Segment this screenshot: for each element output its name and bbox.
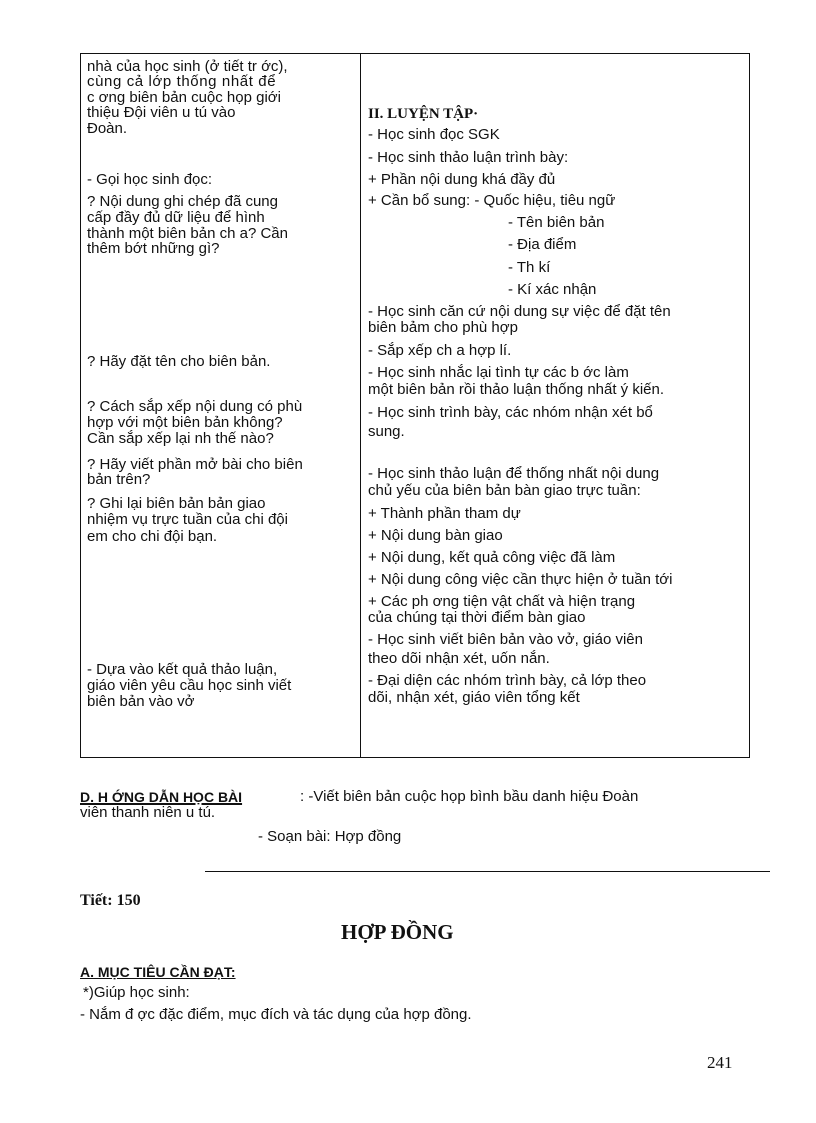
left-line: em cho chi đội bạn.	[87, 528, 218, 545]
right-line: chủ yếu của biên bản bàn giao trực tuần:	[368, 482, 641, 499]
lesson-intro: *)Giúp học sinh:	[83, 984, 190, 1001]
right-line: - Kí xác nhận	[508, 281, 597, 298]
right-line: dõi, nhận xét, giáo viên tổng kết	[368, 689, 580, 706]
right-line: + Cần bổ sung: - Quốc hiệu, tiêu ngữ	[368, 192, 616, 209]
practice-heading: II. LUYỆN TẬP·	[368, 106, 479, 122]
left-line: bản trên?	[87, 471, 151, 488]
left-line: - Gọi học sinh đọc:	[87, 171, 213, 188]
lesson-title: HỢP ĐỒNG	[341, 920, 454, 944]
right-line: + Thành phần tham dự	[368, 505, 521, 522]
right-line: biên bảm cho phù hợp	[368, 319, 518, 336]
right-line: + Phần nội dung khá đầy đủ	[368, 171, 556, 188]
separator-line	[205, 871, 770, 872]
right-line: - Sắp xếp ch a hợp lí.	[368, 342, 512, 359]
left-line: cấp đầy đủ dữ liệu để hình	[87, 209, 265, 226]
right-line: - Học sinh nhắc lại tình tự các b ớc làm	[368, 364, 629, 381]
right-line: một biên bản rồi thảo luận thống nhất ý kiến.	[368, 381, 665, 398]
section-d-text: : -Viết biên bản cuộc họp bình bầu danh hiệu Đoàn	[300, 788, 639, 805]
left-line: nhà của học sinh (ở tiết tr ớc),	[87, 58, 288, 75]
right-line: - Th kí	[508, 259, 551, 276]
left-line: nhiệm vụ trực tuần của chi đội	[87, 511, 288, 528]
section-d-label: D. H ỚNG DẪN HỌC BÀI	[80, 789, 243, 805]
left-line: - Dựa vào kết quả thảo luận,	[87, 661, 278, 678]
right-line: theo dõi nhận xét, uốn nắn.	[368, 650, 550, 667]
right-line: - Tên biên bản	[508, 214, 605, 231]
left-line: ? Ghi lại biên bản bản giao	[87, 495, 266, 512]
left-line: thêm bớt những gì?	[87, 240, 220, 257]
left-line: giáo viên yêu cầu học sinh viết	[87, 677, 292, 694]
right-line: + Các ph ơng tiện vật chất và hiện trạng	[368, 593, 636, 610]
page-number: 241	[707, 1053, 733, 1072]
section-d-text: - Soạn bài: Hợp đồng	[258, 828, 402, 845]
left-line: Đoàn.	[87, 120, 128, 137]
lesson-period: Tiết: 150	[80, 892, 141, 909]
right-line: sung.	[368, 423, 405, 440]
right-line: - Học sinh thảo luận trình bày:	[368, 149, 569, 166]
left-line: biên bản vào vở	[87, 693, 195, 710]
right-line: của chúng tại thời điểm bàn giao	[368, 609, 586, 626]
right-line: - Học sinh căn cứ nội dung sự việc để đặt tên	[368, 303, 671, 320]
right-line: - Học sinh trình bày, các nhóm nhận xét bổ	[368, 404, 653, 421]
section-d-text: viên thanh niên u tú.	[80, 804, 216, 821]
left-line: thành một biên bản ch a? Cần	[87, 225, 288, 242]
left-line: ? Nội dung ghi chép đã cung	[87, 193, 278, 210]
right-line: + Nội dung bàn giao	[368, 527, 503, 544]
left-line: c ơng biên bản cuộc họp giới	[87, 89, 281, 106]
section-a-heading: A. MỤC TIÊU CẦN ĐẠT:	[80, 964, 236, 980]
right-line: - Đại diện các nhóm trình bày, cả lớp theo	[368, 672, 647, 689]
right-line: - Học sinh đọc SGK	[368, 126, 500, 143]
lesson-goal: - Nắm đ ợc đặc điểm, mục đích và tác dụng của hợp đồng.	[80, 1006, 472, 1023]
left-line: ? Hãy đặt tên cho biên bản.	[87, 353, 271, 370]
left-line: ? Cách sắp xếp nội dung có phù	[87, 398, 303, 415]
right-line: - Học sinh thảo luận để thống nhất nội dung	[368, 465, 660, 482]
right-line: + Nội dung công việc cần thực hiện ở tuần tới	[368, 571, 673, 588]
left-line: thiệu Đội viên u tú vào	[87, 104, 236, 121]
right-line: + Nội dung, kết quả công việc đã làm	[368, 549, 616, 566]
left-line: ? Hãy viết phần mở bài cho biên	[87, 456, 303, 473]
left-line: Cần sắp xếp lại nh thế nào?	[87, 430, 274, 447]
left-line: cùng cả lớp thống nhất để	[87, 73, 277, 90]
table-column-divider	[360, 53, 361, 758]
right-line: - Địa điểm	[508, 236, 577, 253]
left-line: hợp với một biên bản không?	[87, 414, 283, 431]
right-line: - Học sinh viết biên bản vào vở, giáo viên	[368, 631, 643, 648]
